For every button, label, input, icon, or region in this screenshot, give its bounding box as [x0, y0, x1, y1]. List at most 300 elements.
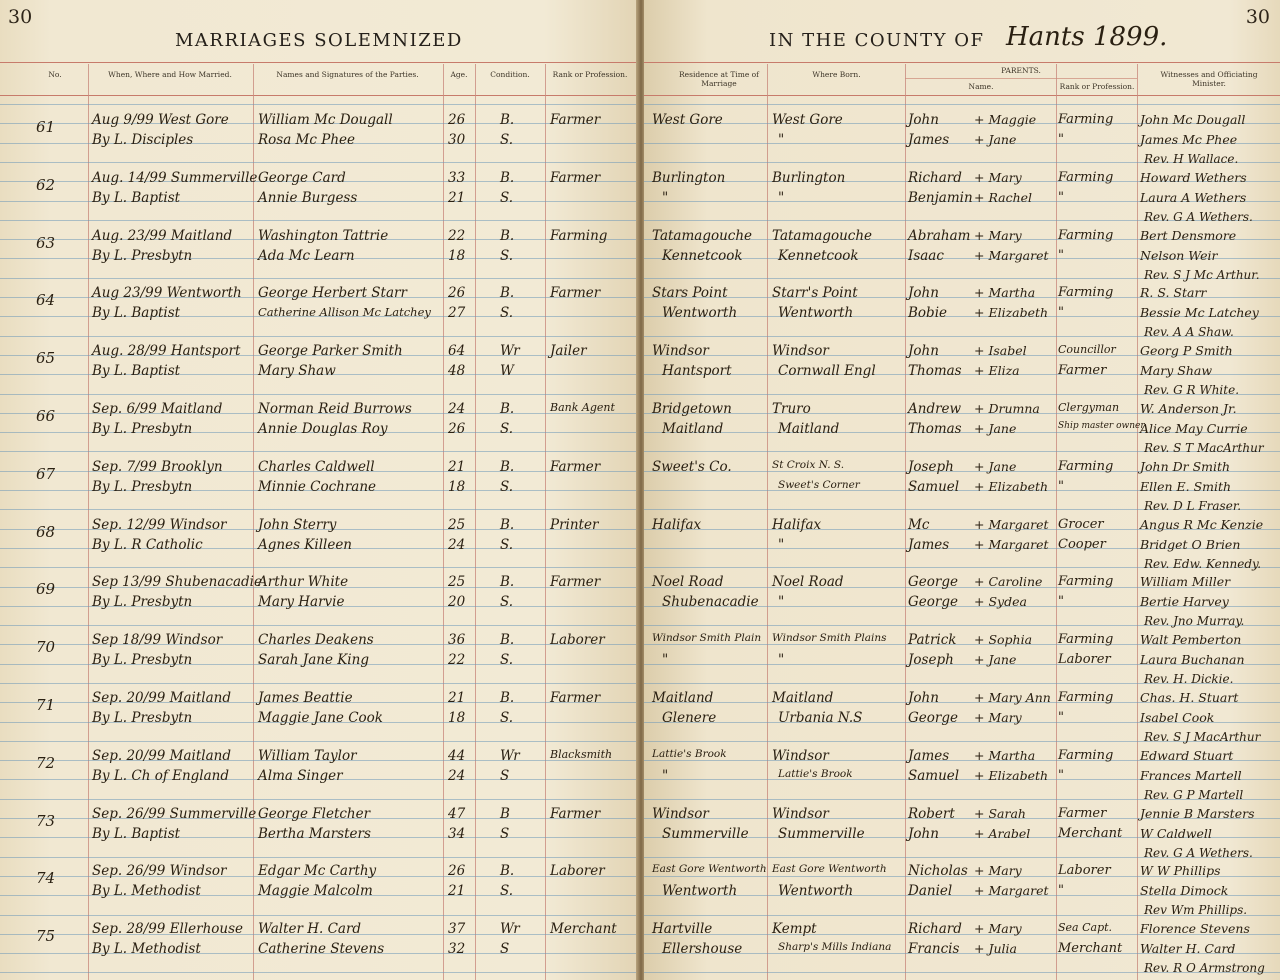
entry-mother-bride: + Elizabeth — [974, 305, 1049, 320]
entry-residence-bride: Summerville — [662, 826, 749, 842]
entry-witness-1: William Miller — [1140, 574, 1231, 589]
entry-groom-name: Washington Tattrie — [258, 228, 389, 244]
entry-residence-groom: Stars Point — [652, 285, 728, 301]
entry-witness-2: Laura Buchanan — [1140, 652, 1245, 667]
entry-mother-bride: + Margaret — [974, 248, 1049, 263]
entry-date-place: Sep. 12/99 Windsor — [92, 517, 227, 533]
entry-groom-age: 64 — [448, 343, 466, 359]
entry-bride-name: Mary Shaw — [258, 363, 336, 379]
entry-witness-2: Bridget O Brien — [1140, 537, 1241, 552]
ruled-line — [0, 162, 640, 163]
entry-father-bride: Bobie — [908, 305, 947, 321]
entry-witness-1: John Dr Smith — [1140, 459, 1231, 474]
entry-bride-age: 21 — [448, 190, 466, 206]
entry-bride-name: Maggie Jane Cook — [258, 710, 383, 726]
entry-number: 64 — [36, 291, 56, 309]
entry-bride-age: 18 — [448, 479, 466, 495]
entry-groom-condition: B. — [500, 459, 515, 475]
entry-parent-rank-bride: Ship master owner — [1058, 421, 1145, 431]
entry-witness-1: Edward Stuart — [1140, 748, 1234, 763]
header-left-title: MARRIAGES SOLEMNIZED — [175, 30, 463, 51]
entry-bride-name: Maggie Malcolm — [258, 883, 373, 899]
entry-officiating-minister: Rev. G R White. — [1144, 383, 1240, 397]
entry-groom-condition: B. — [500, 574, 515, 590]
entry-groom-condition: B. — [500, 228, 515, 244]
entry-parent-rank-bride: " — [1058, 710, 1064, 725]
entry-mother-bride: + Jane — [974, 421, 1017, 436]
entry-bride-name: Rosa Mc Phee — [258, 132, 355, 148]
entry-parent-rank-bride: " — [1058, 132, 1064, 147]
entry-witness-1: John Mc Dougall — [1140, 112, 1246, 127]
entry-license-denomination: By L. Baptist — [92, 305, 181, 321]
entry-number: 74 — [36, 869, 56, 887]
entry-bride-condition: S. — [500, 594, 514, 610]
header-right-title: IN THE COUNTY OF — [769, 30, 985, 51]
entry-license-denomination: By L. Methodist — [92, 883, 201, 899]
entry-bride-name: Sarah Jane King — [258, 652, 369, 668]
entry-father-bride: Samuel — [908, 768, 960, 784]
entry-groom-age: 25 — [448, 517, 466, 533]
column-header-rule-right — [644, 95, 1280, 96]
entry-residence-groom: Windsor Smith Plain — [652, 632, 762, 644]
entry-mother-bride: + Elizabeth — [974, 479, 1049, 494]
entry-residence-bride: " — [662, 190, 669, 206]
entry-date-place: Sep. 28/99 Ellerhouse — [92, 921, 244, 937]
entry-bride-condition: S. — [500, 710, 514, 726]
entry-parent-rank-groom: Farming — [1058, 690, 1114, 705]
entry-groom-condition: B — [500, 806, 510, 822]
entry-father-bride: George — [908, 594, 958, 610]
entry-number: 73 — [36, 812, 56, 830]
entry-parent-rank-groom: Farming — [1058, 574, 1114, 589]
entry-groom-name: John Sterry — [258, 517, 337, 533]
entry-residence-groom: Sweet's Co. — [652, 459, 732, 475]
entry-officiating-minister: Rev. S T MacArthur — [1144, 441, 1264, 455]
col-header-no: No. — [48, 70, 62, 79]
entry-parent-rank-groom: Farming — [1058, 228, 1114, 243]
entry-date-place: Sep 13/99 Shubenacadie — [92, 574, 262, 590]
entry-officiating-minister: Rev. G A Wethers. — [1144, 210, 1253, 224]
entry-rank: Merchant — [550, 921, 617, 937]
entry-date-place: Sep. 6/99 Maitland — [92, 401, 223, 417]
entry-parent-rank-groom: Councillor — [1058, 343, 1116, 356]
entry-bride-name: Agnes Killeen — [258, 537, 353, 553]
entry-groom-condition: B. — [500, 517, 515, 533]
entry-father-bride: Joseph — [908, 652, 954, 668]
entry-groom-condition: B. — [500, 690, 515, 706]
entry-parent-rank-groom: Clergyman — [1058, 401, 1120, 414]
entry-groom-age: 26 — [448, 863, 466, 879]
entry-rank: Printer — [550, 517, 599, 533]
entry-father-groom: Robert — [908, 806, 955, 822]
entry-rank: Farmer — [550, 690, 601, 706]
entry-father-groom: John — [908, 285, 939, 301]
entry-residence-groom: Lattie's Brook — [652, 748, 727, 760]
page-number-left: 30 — [8, 6, 33, 28]
entry-groom-condition: Wr — [500, 748, 520, 764]
entry-mother-groom: + Sarah — [974, 806, 1026, 821]
entry-mother-groom: + Martha — [974, 748, 1036, 763]
entry-bride-name: Minnie Cochrane — [258, 479, 377, 495]
entry-groom-age: 24 — [448, 401, 466, 417]
entry-witness-2: Laura A Wethers — [1140, 190, 1247, 205]
entry-born-bride: " — [778, 652, 785, 668]
col-header-when: When, Where and How Married. — [108, 70, 232, 79]
entry-mother-groom: + Sophia — [974, 632, 1033, 647]
ruled-line — [0, 683, 640, 684]
entry-residence-groom: Noel Road — [652, 574, 724, 590]
entry-born-bride: Cornwall Engl — [778, 363, 876, 379]
entry-parent-rank-bride: " — [1058, 883, 1064, 898]
entry-witness-2: James Mc Phee — [1140, 132, 1238, 147]
entry-mother-bride: + Julia — [974, 941, 1017, 956]
col-header-parents: PARENTS. — [1001, 66, 1041, 75]
entry-mother-groom: + Mary — [974, 863, 1022, 878]
entry-parent-rank-bride: Merchant — [1058, 941, 1123, 956]
entry-groom-name: William Taylor — [258, 748, 357, 764]
entry-born-groom: Truro — [772, 401, 811, 417]
entry-father-groom: James — [908, 748, 950, 764]
entry-witness-2: Frances Martell — [1140, 768, 1242, 783]
entry-residence-groom: West Gore — [652, 112, 723, 128]
entry-parent-rank-bride: Cooper — [1058, 537, 1106, 552]
entry-date-place: Aug 9/99 West Gore — [92, 112, 229, 128]
entry-rank: Jailer — [550, 343, 587, 359]
entry-license-denomination: By L. Presbytn — [92, 479, 193, 495]
entry-groom-age: 37 — [448, 921, 466, 937]
entry-bride-age: 30 — [448, 132, 466, 148]
entry-parent-rank-groom: Sea Capt. — [1058, 921, 1113, 934]
entry-rank: Farming — [550, 228, 608, 244]
entry-residence-groom: Burlington — [652, 170, 726, 186]
entry-bride-age: 34 — [448, 826, 466, 842]
col-header-residence: Residence at Time of Marriage — [679, 70, 759, 88]
ruled-line — [0, 278, 640, 279]
entry-number: 70 — [36, 638, 56, 656]
entry-residence-groom: Halifax — [652, 517, 702, 533]
entry-father-bride: Benjamin — [908, 190, 973, 206]
entry-witness-1: W. Anderson Jr. — [1140, 401, 1237, 416]
entry-officiating-minister: Rev. S J Mc Arthur. — [1144, 268, 1260, 282]
entry-parent-rank-bride: " — [1058, 305, 1064, 320]
entry-number: 65 — [36, 349, 56, 367]
entry-mother-groom: + Drumna — [974, 401, 1040, 416]
entry-witness-2: Mary Shaw — [1140, 363, 1213, 378]
entry-born-groom: West Gore — [772, 112, 843, 128]
entry-parent-rank-groom: Farming — [1058, 748, 1114, 763]
entry-rank: Farmer — [550, 285, 601, 301]
entry-rank: Farmer — [550, 170, 601, 186]
entry-rank: Farmer — [550, 574, 601, 590]
header-rule-left — [0, 62, 640, 63]
entry-bride-name: Mary Harvie — [258, 594, 345, 610]
entry-number: 67 — [36, 465, 56, 483]
entry-born-bride: " — [778, 190, 785, 206]
entry-residence-bride: Kennetcook — [662, 248, 743, 264]
entry-witness-2: Bessie Mc Latchey — [1140, 305, 1259, 320]
entry-witness-1: Georg P Smith — [1140, 343, 1233, 358]
entry-groom-age: 44 — [448, 748, 466, 764]
entry-rank: Laborer — [550, 632, 605, 648]
entry-bride-condition: S — [500, 826, 510, 842]
entry-mother-bride: + Jane — [974, 652, 1017, 667]
entry-officiating-minister: Rev. D L Fraser. — [1144, 499, 1242, 513]
entry-groom-age: 36 — [448, 632, 466, 648]
entry-bride-condition: S — [500, 941, 510, 957]
col-header-witnesses: Witnesses and Officiating Minister. — [1160, 70, 1258, 88]
entry-born-groom: Windsor — [772, 748, 829, 764]
entry-bride-name: Annie Burgess — [258, 190, 358, 206]
entry-bride-name: Bertha Marsters — [258, 826, 371, 842]
entry-license-denomination: By L. R Catholic — [92, 537, 203, 553]
entry-bride-age: 24 — [448, 768, 466, 784]
entry-parent-rank-groom: Laborer — [1058, 863, 1111, 878]
ruled-line — [0, 799, 640, 800]
entry-residence-bride: Maitland — [662, 421, 724, 437]
entry-groom-age: 33 — [448, 170, 466, 186]
entry-residence-bride: " — [662, 652, 669, 668]
entry-born-bride: Urbania N.S — [778, 710, 863, 726]
entry-born-bride: Summerville — [778, 826, 865, 842]
col-header-born: Where Born. — [812, 70, 861, 79]
entry-bride-condition: W — [500, 363, 514, 379]
entry-bride-name: Ada Mc Learn — [258, 248, 355, 264]
entry-witness-1: Howard Wethers — [1140, 170, 1247, 185]
entry-groom-name: George Parker Smith — [258, 343, 403, 359]
entry-witness-2: Isabel Cook — [1140, 710, 1215, 725]
entry-parent-rank-bride: " — [1058, 190, 1064, 205]
entry-born-groom: Maitland — [772, 690, 834, 706]
entry-date-place: Aug 23/99 Wentworth — [92, 285, 242, 301]
entry-residence-bride: Wentworth — [662, 883, 738, 899]
entry-rank: Laborer — [550, 863, 605, 879]
entry-mother-bride: + Rachel — [974, 190, 1033, 205]
entry-father-bride: Isaac — [908, 248, 944, 264]
entry-mother-bride: + Elizabeth — [974, 768, 1049, 783]
entry-rank: Farmer — [550, 112, 601, 128]
entry-witness-1: Chas. H. Stuart — [1140, 690, 1239, 705]
entry-officiating-minister: Rev. G A Wethers. — [1144, 846, 1253, 860]
entry-mother-groom: + Isabel — [974, 343, 1027, 358]
entry-officiating-minister: Rev. Jno Murray. — [1144, 614, 1245, 628]
ruled-line — [0, 857, 640, 858]
entry-father-bride: James — [908, 537, 950, 553]
entry-father-groom: John — [908, 343, 939, 359]
entry-date-place: Aug. 14/99 Summerville — [92, 170, 258, 186]
entry-father-bride: James — [908, 132, 950, 148]
entry-bride-condition: S — [500, 768, 510, 784]
entry-groom-name: Charles Caldwell — [258, 459, 375, 475]
entry-father-groom: George — [908, 574, 958, 590]
entry-born-bride: Kennetcook — [778, 248, 859, 264]
entry-parent-rank-groom: Farming — [1058, 170, 1114, 185]
entry-groom-condition: B. — [500, 285, 515, 301]
entry-born-bride: Lattie's Brook — [778, 768, 853, 780]
entry-date-place: Sep. 26/99 Windsor — [92, 863, 227, 879]
ruled-line — [0, 451, 640, 452]
entry-license-denomination: By L. Presbytn — [92, 248, 193, 264]
entry-officiating-minister: Rev Wm Phillips. — [1144, 903, 1248, 917]
entry-father-groom: Abraham — [908, 228, 971, 244]
entry-groom-age: 21 — [448, 690, 466, 706]
entry-bride-age: 18 — [448, 248, 466, 264]
entry-groom-name: Walter H. Card — [258, 921, 362, 937]
col-header-names: Names and Signatures of the Parties. — [276, 70, 419, 79]
entry-father-bride: Thomas — [908, 363, 962, 379]
entry-born-bride: " — [778, 132, 785, 148]
ruled-line — [0, 972, 640, 973]
ruled-line — [0, 220, 640, 221]
entry-groom-name: James Beattie — [258, 690, 353, 706]
entry-date-place: Aug. 23/99 Maitland — [92, 228, 233, 244]
entry-father-bride: Francis — [908, 941, 960, 957]
entry-father-groom: John — [908, 112, 939, 128]
ruled-line — [0, 394, 640, 395]
entry-residence-groom: Maitland — [652, 690, 714, 706]
entry-license-denomination: By L. Baptist — [92, 190, 181, 206]
right-page — [644, 0, 1280, 980]
entry-date-place: Sep. 26/99 Summerville — [92, 806, 257, 822]
entry-groom-name: Arthur White — [258, 574, 349, 590]
entry-rank: Farmer — [550, 459, 601, 475]
entry-witness-1: Florence Stevens — [1140, 921, 1250, 936]
ruled-line — [0, 625, 640, 626]
entry-mother-bride: + Margaret — [974, 883, 1049, 898]
entry-officiating-minister: Rev. S J MacArthur — [1144, 730, 1261, 744]
entry-rank: Blacksmith — [550, 748, 613, 761]
entry-born-bride: Wentworth — [778, 883, 854, 899]
entry-witness-2: Stella Dimock — [1140, 883, 1229, 898]
entry-born-groom: Tatamagouche — [772, 228, 873, 244]
entry-parent-rank-bride: " — [1058, 594, 1064, 609]
entry-parent-rank-groom: Farming — [1058, 285, 1114, 300]
entry-mother-bride: + Sydea — [974, 594, 1027, 609]
entry-date-place: Aug. 28/99 Hantsport — [92, 343, 241, 359]
entry-license-denomination: By L. Methodist — [92, 941, 201, 957]
entry-bride-name: Catherine Stevens — [258, 941, 385, 957]
entry-father-groom: Mc — [908, 517, 930, 533]
entry-residence-bride: Hantsport — [662, 363, 732, 379]
entry-number: 71 — [36, 696, 56, 714]
entry-born-groom: Windsor — [772, 343, 829, 359]
entry-rank: Bank Agent — [550, 401, 615, 414]
column-header-rule-left — [0, 95, 640, 96]
ruled-line — [644, 104, 1280, 105]
entry-bride-condition: S. — [500, 537, 514, 553]
entry-officiating-minister: Rev. A A Shaw. — [1144, 325, 1234, 339]
entry-residence-groom: Windsor — [652, 343, 709, 359]
entry-father-bride: John — [908, 826, 939, 842]
entry-bride-condition: S. — [500, 248, 514, 264]
entry-license-denomination: By L. Presbytn — [92, 594, 193, 610]
entry-groom-name: George Fletcher — [258, 806, 371, 822]
entry-bride-age: 32 — [448, 941, 466, 957]
entry-groom-age: 21 — [448, 459, 466, 475]
entry-father-groom: Joseph — [908, 459, 954, 475]
entry-groom-condition: B. — [500, 401, 515, 417]
entry-bride-name: Alma Singer — [258, 768, 343, 784]
entry-number: 72 — [36, 754, 56, 772]
entry-mother-bride: + Eliza — [974, 363, 1020, 378]
entry-born-bride: " — [778, 594, 785, 610]
entry-born-bride: Wentworth — [778, 305, 854, 321]
entry-born-groom: Starr's Point — [772, 285, 858, 301]
county-year-handwritten: Hants 1899. — [1006, 22, 1168, 52]
entry-license-denomination: By L. Baptist — [92, 826, 181, 842]
entry-groom-condition: B. — [500, 112, 515, 128]
entry-bride-condition: S. — [500, 652, 514, 668]
col-header-condition: Condition. — [490, 70, 530, 79]
entry-mother-groom: + Maggie — [974, 112, 1037, 127]
entry-mother-groom: + Jane — [974, 459, 1017, 474]
entry-father-bride: Daniel — [908, 883, 953, 899]
entry-born-bride: Sharp's Mills Indiana — [778, 941, 892, 953]
entry-witness-2: Nelson Weir — [1140, 248, 1218, 263]
entry-father-groom: Andrew — [908, 401, 962, 417]
entry-groom-name: Charles Deakens — [258, 632, 374, 648]
entry-bride-age: 21 — [448, 883, 466, 899]
ruled-line — [0, 104, 640, 105]
entry-born-bride: " — [778, 537, 785, 553]
entry-bride-age: 20 — [448, 594, 466, 610]
entry-number: 63 — [36, 234, 56, 252]
entry-father-bride: Thomas — [908, 421, 962, 437]
entry-bride-name: Annie Douglas Roy — [258, 421, 388, 437]
col-header-age: Age. — [450, 70, 468, 79]
entry-residence-groom: Bridgetown — [652, 401, 732, 417]
entry-parent-rank-bride: Farmer — [1058, 363, 1107, 378]
entry-mother-groom: + Mary — [974, 170, 1022, 185]
entry-license-denomination: By L. Ch of England — [92, 768, 230, 784]
entry-parent-rank-bride: Merchant — [1058, 826, 1123, 841]
entry-witness-1: Jennie B Marsters — [1140, 806, 1255, 821]
entry-groom-name: William Mc Dougall — [258, 112, 393, 128]
entry-number: 61 — [36, 118, 56, 136]
entry-groom-age: 26 — [448, 285, 466, 301]
entry-groom-name: Edgar Mc Carthy — [258, 863, 377, 879]
entry-witness-1: Angus R Mc Kenzie — [1140, 517, 1264, 532]
entry-groom-condition: Wr — [500, 921, 520, 937]
col-header-parent-rank: Rank or Profession. — [1059, 82, 1135, 91]
entry-father-groom: John — [908, 690, 939, 706]
entry-residence-groom: Windsor — [652, 806, 709, 822]
entry-parent-rank-groom: Farming — [1058, 112, 1114, 127]
entry-born-groom: Noel Road — [772, 574, 844, 590]
entry-groom-name: Norman Reid Burrows — [258, 401, 412, 417]
entry-date-place: Sep. 20/99 Maitland — [92, 748, 231, 764]
entry-groom-name: George Card — [258, 170, 346, 186]
entry-date-place: Sep. 20/99 Maitland — [92, 690, 231, 706]
entry-born-bride: Sweet's Corner — [778, 479, 860, 491]
entry-bride-age: 24 — [448, 537, 466, 553]
entry-groom-age: 22 — [448, 228, 466, 244]
entry-number: 68 — [36, 523, 56, 541]
entry-residence-bride: " — [662, 768, 669, 784]
entry-residence-bride: Glenere — [662, 710, 717, 726]
entry-residence-groom: Tatamagouche — [652, 228, 753, 244]
entry-mother-bride: + Mary — [974, 710, 1022, 725]
entry-mother-groom: + Martha — [974, 285, 1036, 300]
entry-witness-2: W Caldwell — [1140, 826, 1212, 841]
entry-license-denomination: By L. Baptist — [92, 363, 181, 379]
col-header-parent-name: Name. — [968, 82, 994, 91]
entry-number: 62 — [36, 176, 56, 194]
entry-born-groom: Kempt — [772, 921, 817, 937]
entry-witness-1: Walt Pemberton — [1140, 632, 1242, 647]
entry-rank: Farmer — [550, 806, 601, 822]
entry-witness-2: Walter H. Card — [1140, 941, 1236, 956]
ruled-line — [0, 336, 640, 337]
